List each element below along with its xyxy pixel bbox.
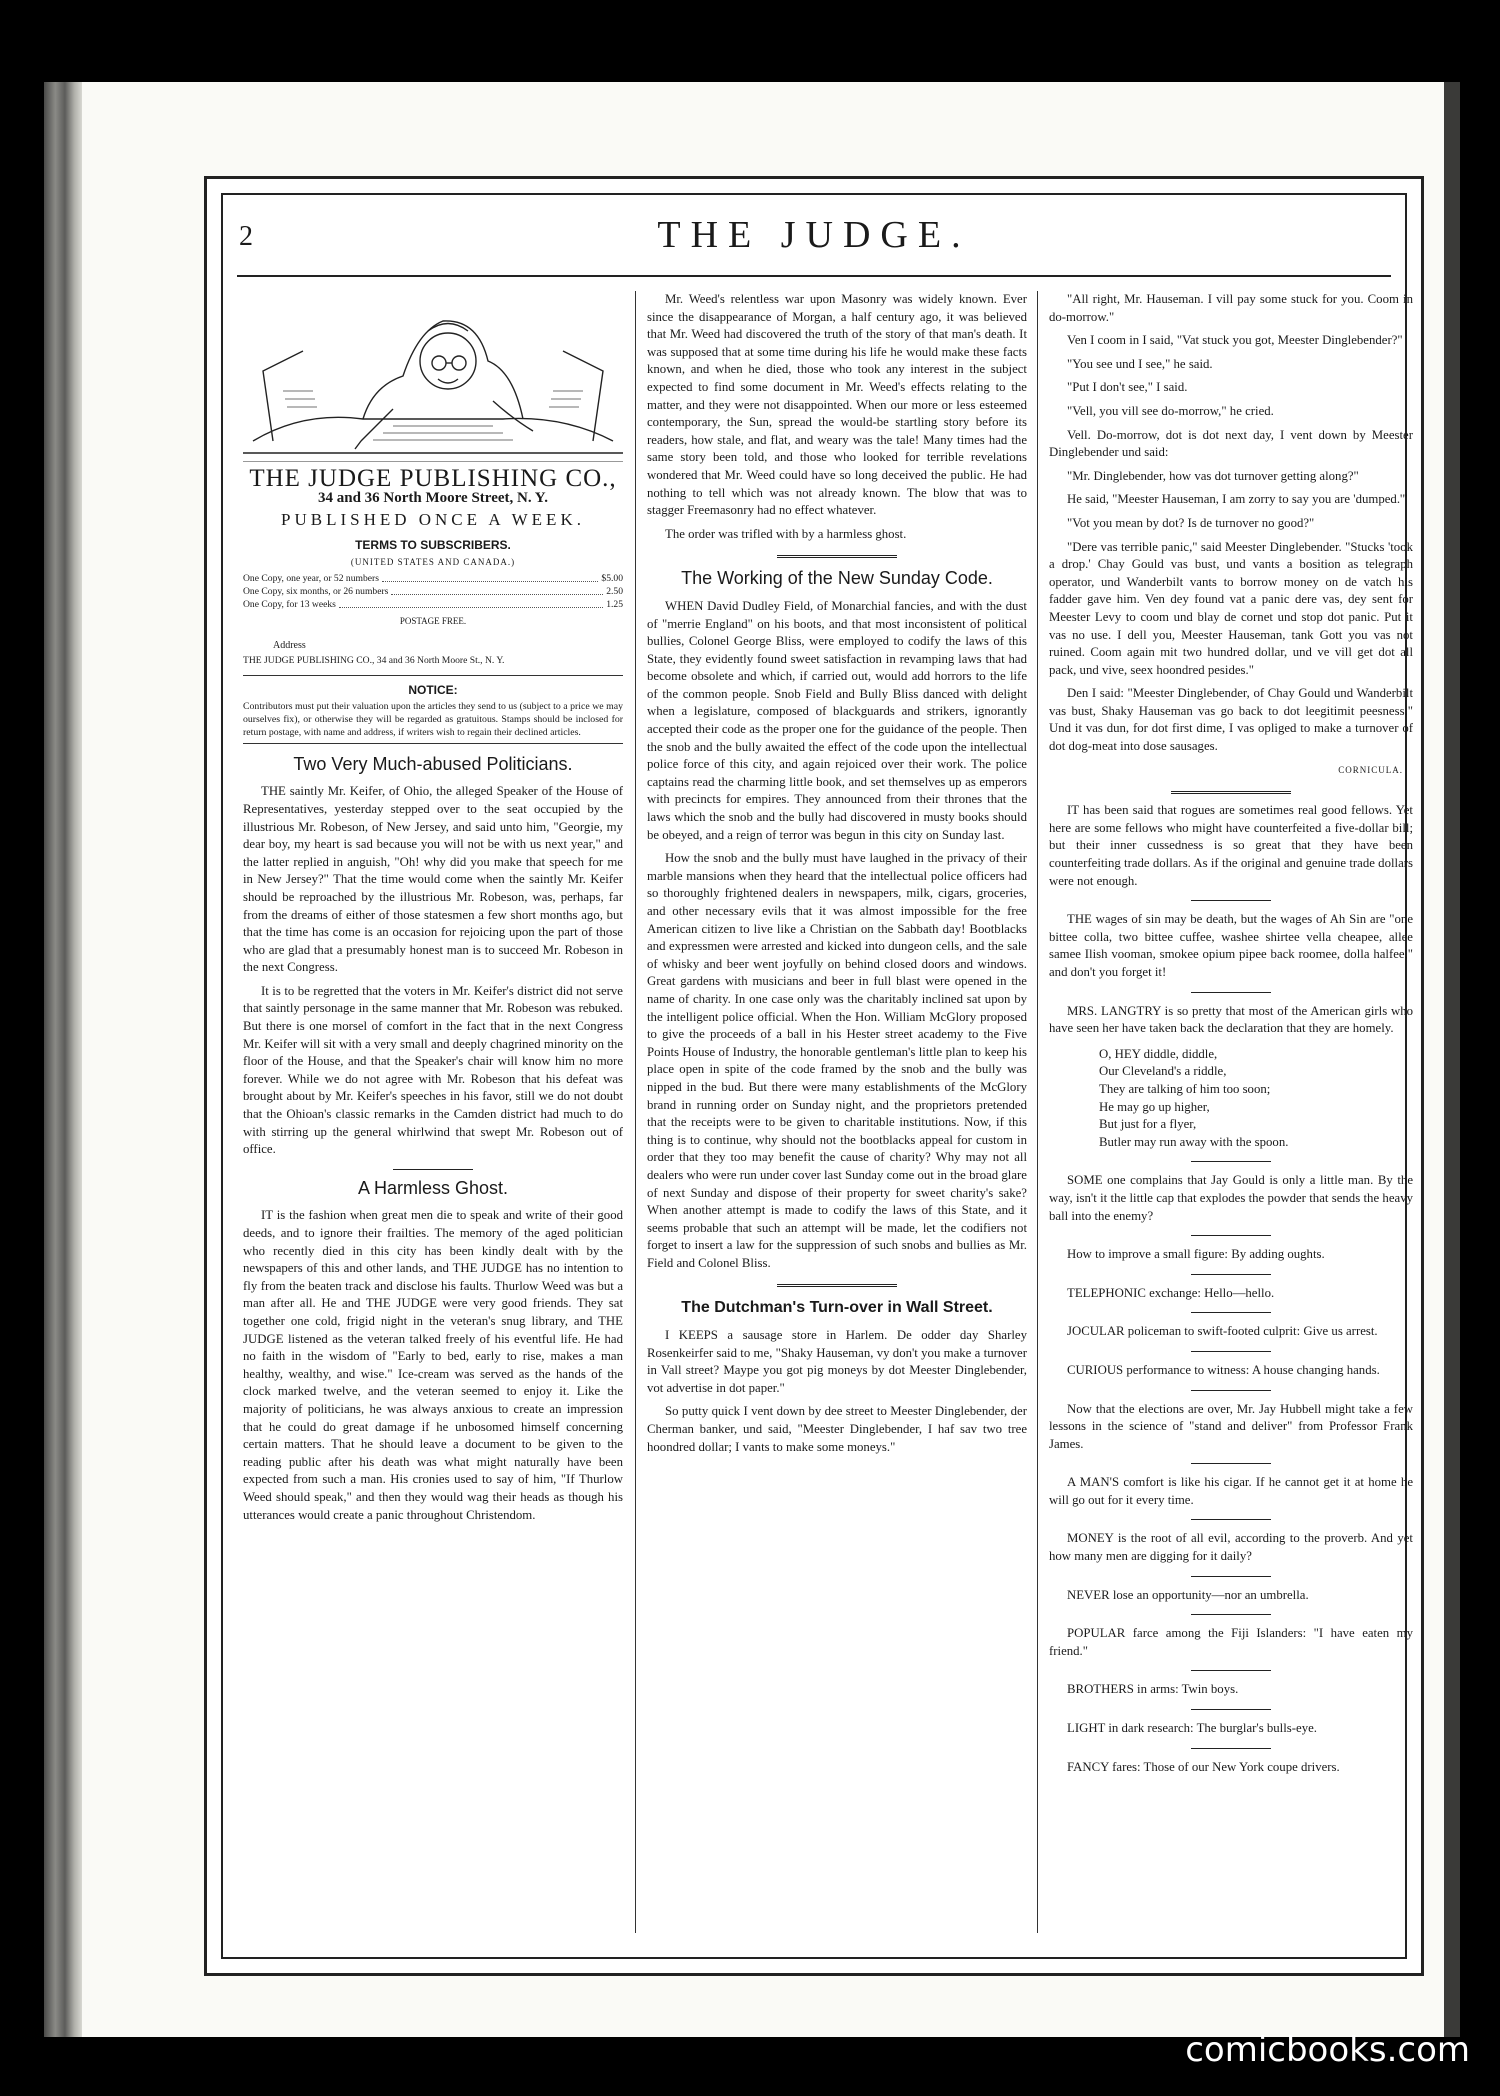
short-item: JOCULAR policeman to swift-footed culprit: Give us arrest. [1067, 1324, 1378, 1339]
publisher-address: 34 and 36 North Moore Street, N. Y. [318, 489, 548, 506]
poem [1049, 1046, 1413, 1152]
judge-writing-illustration [243, 291, 623, 461]
short-item: LIGHT in dark research: The burglar's bulls-eye. [1067, 1721, 1317, 1736]
address-label: Address [273, 639, 306, 651]
poem-line: Our Cleveland's a riddle, [1099, 1064, 1227, 1079]
article-title: The Dutchman's Turn-over in Wall Street. [681, 1299, 993, 1317]
article-paragraph: THE wages of sin may be death, but the wages of Ah Sin are "one bittee colla, two bittee cuffee, washee shirtee vella cheapee, allee samee Ilish vooman, smokee opium pipee back roomee, dolla halfee," and don't you forget it! [1049, 912, 1413, 979]
postage-note: POSTAGE FREE. [399, 615, 467, 626]
short-item: How to improve a small figure: By adding oughts. [1067, 1247, 1325, 1262]
header-rule [237, 275, 1391, 277]
short-item: A MAN'S comfort is like his cigar. If he cannot get it at home he will go out for it every time. [1049, 1475, 1413, 1507]
section-rule [1191, 1390, 1271, 1391]
article-paragraph: THE saintly Mr. Keifer, of Ohio, the alleged Speaker of the House of Representatives, yesterday stepped over to the seat occupied by the illustrious Mr. Robeson, of New Jersey, and said unto him, "Georgie, my dear boy, my heart is sad because you will not be with us next year," and the latter replied in anguish, "Oh! why did you make that speech for me in New Jersey?" That the time would come when the saintly Mr. Keifer should be reproached by the illustrious Mr. Robeson, was, perhaps, far from the dreams of either of those statesmen a few short months ago, but that the time has come is an occasion for rejoicing upon the part of those who are glad that a presumably honest man is to succeed Mr. Robeson in the next Congress. [243, 784, 623, 975]
dialogue-line: He said, "Meester Hauseman, I am zorry to say you are 'dumped.'" [1067, 492, 1408, 507]
short-item: BROTHERS in arms: Twin boys. [1067, 1682, 1239, 1697]
column-1 [243, 291, 623, 1933]
article-paragraph: I KEEPS a sausage store in Harlem. De odder day Sharley Rosenkeirfer said to me, "Shaky Hauseman, vy don't you make a turnover in Vall street? Maype you got pig moneys by dot Meester Dinglebender, vot advertise in dot paper." [647, 1328, 1027, 1395]
publisher-address-line: THE JUDGE PUBLISHING CO., 34 and 36 North Moore St., N. Y. [243, 655, 505, 667]
section-rule [1191, 1161, 1271, 1162]
section-rule [1191, 1274, 1271, 1275]
section-rule [1191, 992, 1271, 993]
section-rule [1191, 1748, 1271, 1749]
section-rule [1191, 1709, 1271, 1710]
subscription-rate: One Copy, one year, or 52 numbers $5.00 [243, 572, 623, 584]
dialogue-line: "Vot you mean by dot? Is de turnover no good?" [1067, 515, 1315, 530]
dialogue-line: Ven I coom in I said, "Vat stuck you got, Meester Dinglebender?" [1067, 333, 1403, 348]
article-paragraph: WHEN David Dudley Field, of Monarchial fancies, and with the dust of "merrie England" on his boots, and that most inconsistent of political bullies, Colonel George Bliss, were employed to codify the laws of this State, they evidently found sweet satisfaction in revamping laws that had become obsolete and which, if carried out, would add horrors to the life of the common people. Snob Field and Bully Bliss danced with delight when a legislature, composed of blackguards and strikers, ignorantly accepted their code as the proper one for the guidance of the people. Then the snob and the bully awaited the effect of the code upon the intellectual police force of this city, and again rejoiced over their work. The police captains read the charming little book, and set themselves up as emperors with precincts for empires. They announced from their thrones that the laws which the snob and the bully had discovered in musty books should be obeyed, and a reign of terror was begun in this city on Sunday last. [647, 598, 1027, 842]
publication-frequency: PUBLISHED ONCE A WEEK. [281, 510, 585, 530]
column-3 [1049, 291, 1413, 1933]
masthead-title: THE JUDGE. [657, 214, 971, 256]
article-paragraph: MRS. LANGTRY is so pretty that most of the American girls who have seen her have taken back the declaration that they are homely. [1049, 1003, 1413, 1036]
column-divider [635, 291, 636, 1933]
dialogue-line: "Put I don't see," I said. [1067, 380, 1188, 395]
subscription-rate: One Copy, for 13 weeks 1.25 [243, 598, 623, 610]
article-paragraph: IT has been said that rogues are sometimes real good fellows. Yet here are some fellows who might have counterfeited a five-dollar bill; but their inner cussedness is so great that they have been counterfeiting trade dollars. As if the original and genuine trade dollars were not enough. [1049, 803, 1413, 888]
section-rule [1191, 1670, 1271, 1671]
article-paragraph: How the snob and the bully must have laughed in the privacy of their marble mansions when they heard that the intellectual police officers had so thoroughly frightened dealers in newspapers, milk, cigars, groceries, and other necessary evils that it was almost impossible for the free American citizen to live like a Christian on the Sabbath day! Bootblacks and expressmen were arrested and kicked into dungeon cells, and the sale of whisky and beer went joyfully on behind closed doors and windows. Great gardens with musicians and beer in full blast were opened in the name of charity. In one case only was the charitably inclined sat upon by the intelligent police official. When the Hon. William McGlory proposed to give the proceeds of a ball in his Hester street academy to the Five Points House of Industry, the honorable gentleman's little plan to keep his place open in spite of the code framed by the snob and the bully was nipped in the bud. But there were many establishments of the McGlory brand in running order on Sunday night, and the proprietors pretended that the receipts were to be given to charitable institutions. Now, if this thing is to continue, why should not the bootblacks appeal for custom in order that they too may benefit the cause of charity? Why may not all dealers who were run under cover last Sunday come out in the broad glare of next Sunday and dispose of their property for sweet charity's sake? When another attempt is made to codify the laws of this State, and it seems probable that such an attempt will be made, let the codifiers not forget to insert a law for the suppression of such snobs and bullies as Mr. Field and Colonel Bliss. [647, 851, 1027, 1270]
section-rule [1191, 1614, 1271, 1615]
dialogue-line: Vell. Do-morrow, dot is dot next day, I vent down by Meester Dinglebender und said: [1049, 427, 1413, 460]
dialogue-line: "Vell, you vill see do-morrow," he cried. [1067, 403, 1274, 418]
section-rule [777, 555, 897, 560]
poem-line: They are talking of him too soon; [1099, 1081, 1271, 1096]
short-item: NEVER lose an opportunity—nor an umbrella. [1067, 1587, 1309, 1602]
section-rule [777, 1284, 897, 1289]
dialogue-line: Den I said: "Meester Dinglebender, of Chay Gould und Wanderbilt vas bust, Shaky Hauseman vas go back to dot leegitimit peesness." Und it vas dun, for dot first dime, I vas opliged to make a turnover of dot dog-meat into dose sausages. [1049, 686, 1413, 754]
section-rule [1191, 900, 1271, 901]
terms-subtitle: (UNITED STATES AND CANADA.) [350, 557, 516, 568]
page-edge [1444, 82, 1460, 2037]
section-rule [1191, 1235, 1271, 1236]
article-paragraph: It is to be regretted that the voters in Mr. Keifer's district did not serve that saintly personage in the same manner that Mr. Robeson was rebuked. But there is one morsel of comfort in the fact that in the next Congress Mr. Keifer will sit with a very small and deeply chagrined minority on the floor of the House, and that the Speaker's chair will know him no more forever. While we do not agree with Mr. Robeson that his defeat was brought about by Mr. Keifer's speeches in his favor, still we do not doubt that the Ohioan's classic remarks in the Camden district had much to do with stirring up the general whirlwind that swept Mr. Robeson out of office. [243, 983, 623, 1157]
poem-line: But just for a flyer, [1099, 1117, 1197, 1132]
section-rule [1171, 791, 1291, 796]
page-number: 2 [239, 221, 253, 252]
subscription-rate: One Copy, six months, or 26 numbers 2.50 [243, 585, 623, 597]
section-rule [1191, 1576, 1271, 1577]
column-2 [647, 291, 1027, 1933]
page-border [221, 193, 1413, 1959]
poem-line: He may go up higher, [1099, 1099, 1210, 1114]
notice-text: Contributors must put their valuation upon the articles they send to us (subject to a price we may ourselves fix), or otherwise they will be regarded as gratuitous. Stamps should be inclosed for return postage, with name and address, if writers wish to regain their declined articles. [243, 700, 623, 738]
author-signature: CORNICULA. [1338, 764, 1403, 775]
dialogue-line: "All right, Mr. Hauseman. I vill pay some stuck for you. Coom in do-morrow." [1049, 292, 1413, 324]
section-rule [1191, 1463, 1271, 1464]
article-title: The Working of the New Sunday Code. [681, 568, 993, 589]
article-paragraph: Mr. Weed's relentless war upon Masonry was widely known. Ever since the disappearance of Morgan, a half century ago, it was believed that Mr. Weed had discovered the truth of the story of that man's death. It was supposed that at some time during his life he would make these facts known, and when he died, those who took any interest in the subject expected to find some document in Mr. Weed's effects relating to the matter, and they were not disappointed. When our more or less esteemed contemporary, the Sun, spread the would-be startling story before its readers, how stale, and flat, and weary was the tale! Many times had the same story been told, and those who looked for terrible revelations wondered that Mr. Weed could have so long deceived the public. He had nothing to tell which was not already known. The blow that was to stagger Freemasonry had no effect whatever. [647, 292, 1027, 518]
judge-illustration [243, 291, 623, 462]
short-item: CURIOUS performance to witness: A house changing hands. [1067, 1362, 1380, 1377]
article-paragraph: The order was trifled with by a harmless ghost. [665, 526, 907, 541]
dialogue-line: "Mr. Dinglebender, how vas dot turnover getting along?" [1067, 468, 1359, 483]
short-item: FANCY fares: Those of our New York coupe drivers. [1067, 1759, 1340, 1774]
article-title: A Harmless Ghost. [357, 1177, 509, 1198]
dialogue-line: "You see und I see," he said. [1067, 356, 1213, 371]
short-item: POPULAR farce among the Fiji Islanders: "I have eaten my friend." [1049, 1626, 1413, 1658]
short-item: Now that the elections are over, Mr. Jay Hubbell might take a few lessons in the science of "stand and deliver" from Professor Frank James. [1049, 1401, 1413, 1451]
section-rule [1191, 1312, 1271, 1313]
article-paragraph: So putty quick I vent down by dee street to Meester Dinglebender, der Cherman banker, und said, "Meester Dinglebender, I haf sav two tree hoondred dollar; I vants to make some moneys." [647, 1404, 1027, 1454]
short-item: MONEY is the root of all evil, according to the proverb. And yet how many men are digging for it daily? [1049, 1531, 1413, 1564]
dialogue-line: "Dere vas terrible panic," said Meester Dinglebender. "Stucks 'took a drop.' Chay Gould vas bust, und vants a bosition as telegraph operator, und Wanderbilt vants to borrow money on de vatch his fadder gave him. Ven dey found vat a panic dere vas, dey sent for Meester Levy to coom und blay de cornet und stop dot panic. Put it vas no use. I dell you, Meester Hauseman, tank Gott you vas not ruined. Coom again mit two hundred dollar, und ve vill get dot all pack, und vive, seex hoondred pesides." [1049, 539, 1413, 677]
section-rule [1191, 1351, 1271, 1352]
article-paragraph: SOME one complains that Jay Gould is only a little man. By the way, isn't it the little cap that explodes the powder that sends the heavy ball into the enemy? [1049, 1173, 1413, 1223]
newspaper-page [204, 176, 1424, 1976]
site-watermark: comicbooks.com [1185, 2030, 1470, 2070]
section-rule [1191, 1519, 1271, 1520]
article-paragraph: IT is the fashion when great men die to speak and write of their good deeds, and to ignore their frailties. The memory of the aged politician who recently died in this city has been kindly dealt with by the newspapers of this and other lands, and THE JUDGE has no intention to fly from the beaten track and disclose his faults. Thurlow Weed was but a man after all. He and THE JUDGE were very good friends. They sat together one cold, frigid night in the veteran's snug library, and THE JUDGE listened as the veteran talked freely of his eventful life. He had no faith in the wisdom of "Early to bed, early to rise, makes a man healthy, wealthy, and wise." Ice-cream was served as the hands of the clock marked twelve, and the veteran seemed to enjoy it. Like the majority of politicians, he was always anxious to create an impression that he could do great damage if he unbosomed himself concerning certain matters. That he should leave a document to be given to the reading public after his death was what might naturally have been expected from such a man. His cronies used to say of him, "If Thurlow Weed should speak," and then they would wag their heads as though his utterances would create a panic throughout Christendom. [243, 1208, 623, 1522]
column-divider [1037, 291, 1038, 1933]
binding-spine [44, 82, 82, 2037]
publisher-name: THE JUDGE PUBLISHING CO., [249, 465, 617, 492]
poem-line: Butler may run away with the spoon. [1099, 1134, 1289, 1149]
short-item: TELEPHONIC exchange: Hello—hello. [1067, 1285, 1275, 1300]
notice-title: NOTICE: [243, 675, 623, 700]
article-title: Two Very Much-abused Politicians. [293, 753, 573, 774]
poem-line: O, HEY diddle, diddle, [1099, 1046, 1218, 1061]
section-rule [393, 1169, 473, 1170]
terms-title: TERMS TO SUBSCRIBERS. [355, 537, 511, 552]
article-divider [243, 743, 623, 746]
